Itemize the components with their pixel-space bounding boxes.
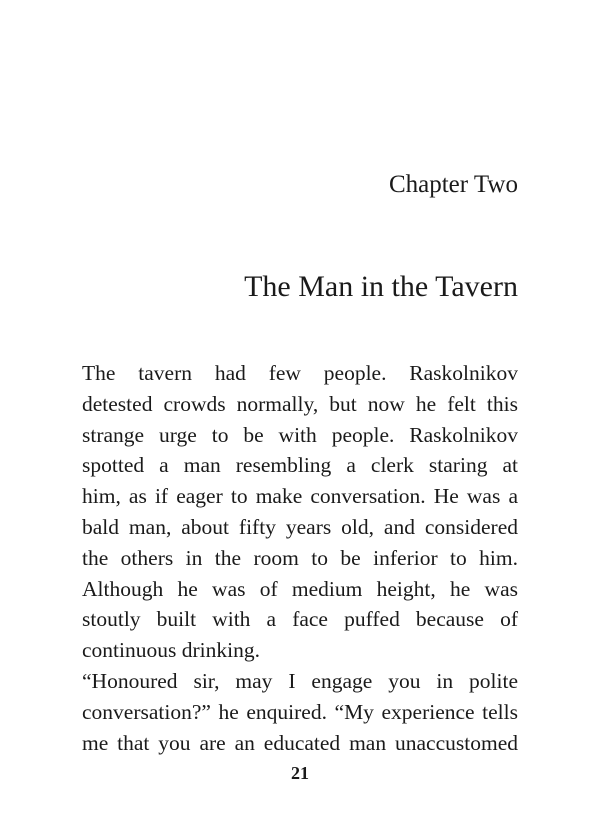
text-line: strange urge to be with people. Raskolnikov [82, 422, 518, 447]
text-line: Although he was of medium height, he was [82, 576, 518, 601]
text-line: me that you are an educated man unaccustomed [82, 730, 518, 755]
text-line: conversation?” he enquired. “My experience tells [82, 699, 518, 724]
text-line: him, as if eager to make conversation. He was a [82, 484, 518, 509]
text-line: “Honoured sir, may I engage you in polite [82, 668, 518, 693]
text-line: stoutly built with a face puffed because of [82, 607, 518, 632]
text-line: spotted a man resembling a clerk staring at [82, 453, 518, 478]
text-line: the others in the room to be inferior to him. [82, 545, 518, 570]
page-number: 21 [291, 763, 309, 783]
text-line: bald man, about fifty years old, and considered [82, 514, 518, 539]
text-line: detested crowds normally, but now he felt this [82, 391, 518, 416]
text-line: continuous drinking. [82, 638, 260, 663]
text-line: The tavern had few people. Raskolnikov [82, 361, 518, 385]
body-text [82, 358, 518, 758]
chapter-number: Chapter Two [388, 171, 518, 198]
chapter-title: The Man in the Tavern [244, 270, 518, 303]
